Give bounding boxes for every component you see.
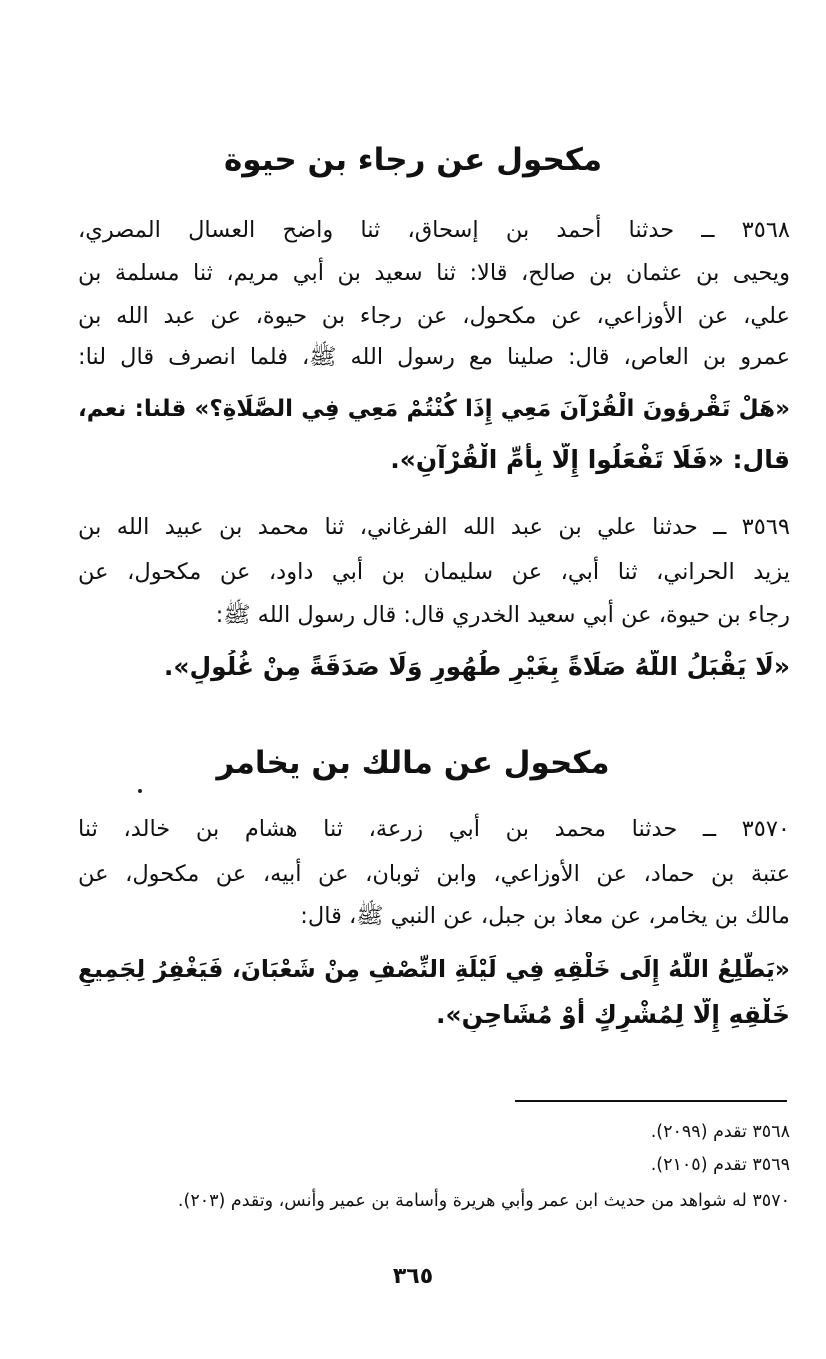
hadith-3568-line-3: علي، عن الأوزاعي، عن مكحول، عن رجاء بن حيوة، عن عبد الله بن xyxy=(78,303,790,329)
hadith-3570-matn-1: «يَطَّلِعُ اللَّهُ إِلَى خَلْقِهِ فِي لَيْلَةِ النِّصْفِ مِنْ شَعْبَانَ، فَيَغْفِرُ لِجَمِيعِ xyxy=(78,955,790,983)
section-heading-malik: مكحول عن مالك بن يخامر xyxy=(216,745,610,781)
print-speck xyxy=(138,789,142,793)
hadith-3569-matn: «لَا يَقْبَلُ اللَّهُ صَلَاةً بِغَيْرِ طُهُورٍ وَلَا صَدَقَةً مِنْ غُلُولٍ». xyxy=(163,652,790,681)
footnote-separator xyxy=(515,1100,787,1102)
hadith-3570-line-2: عتبة بن حماد، عن الأوزاعي، وابن ثوبان، عن أبيه، عن مكحول، عن xyxy=(78,861,790,887)
footnote-3570: ٣٥٧٠ له شواهد من حديث ابن عمر وأبي هريرة وأسامة بن عمير وأنس، وتقدم (٢٠٣). xyxy=(177,1191,790,1211)
footnote-3568: ٣٥٦٨ تقدم (٢٠٩٩). xyxy=(650,1122,790,1142)
footnote-3569: ٣٥٦٩ تقدم (٢١٠٥). xyxy=(650,1155,790,1175)
hadith-3569-line-3: رجاء بن حيوة، عن أبي سعيد الخدري قال: قال رسول الله ﷺ: xyxy=(215,602,790,628)
hadith-3570-line-3: مالك بن يخامر، عن معاذ بن جبل، عن النبي ﷺ، قال: xyxy=(300,903,790,929)
hadith-3570-line-1: ٣٥٧٠ ــ حدثنا محمد بن أبي زرعة، ثنا هشام بن خالد، ثنا xyxy=(78,816,790,842)
hadith-3568-line-2: ويحيى بن عثمان بن صالح، قالا: ثنا سعيد بن أبي مريم، ثنا مسلمة بن xyxy=(78,260,790,286)
hadith-3569-line-2: يزيد الحراني، ثنا أبي، عن سليمان بن أبي داود، عن مكحول، عن xyxy=(78,559,790,585)
section-heading-raja: مكحول عن رجاء بن حيوة xyxy=(223,142,603,178)
hadith-3570-matn-2: خَلْقِهِ إِلَّا لِمُشْرِكٍ أَوْ مُشَاحِنٍ». xyxy=(435,1000,790,1029)
hadith-3568-line-1: ٣٥٦٨ ــ حدثنا أحمد بن إسحاق، ثنا واضح العسال المصري، xyxy=(78,217,790,243)
hadith-3569-line-1: ٣٥٦٩ ــ حدثنا علي بن عبد الله الفرغاني، ثنا محمد بن عبيد الله بن xyxy=(78,514,790,540)
page-number: ٣٦٥ xyxy=(392,1264,434,1289)
hadith-3568-matn-2: قال: «فَلَا تَفْعَلُوا إِلَّا بِأُمِّ الْقُرْآنِ». xyxy=(390,445,790,474)
hadith-3568-matn-1: «هَلْ تَقْرؤونَ الْقُرْآنَ مَعِي إِذَا كُنْتُمْ مَعِي فِي الصَّلَاةِ؟» قلنا: نعم، xyxy=(78,396,790,422)
hadith-3568-line-4: عمرو بن العاص، قال: صلينا مع رسول الله ﷺ، فلما انصرف قال لنا: xyxy=(78,344,790,370)
